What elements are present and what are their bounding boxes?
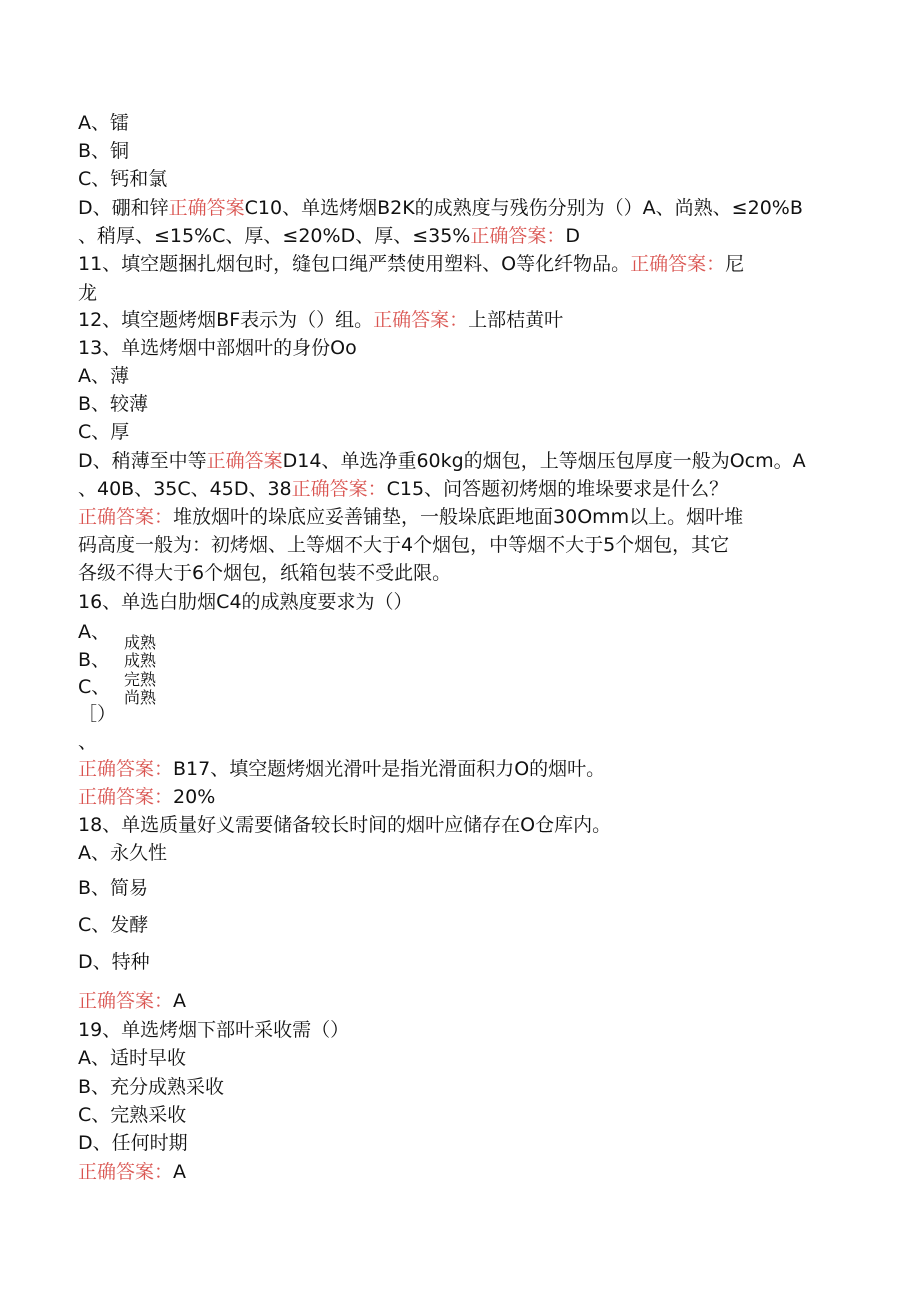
q10-option-c: C、钙和氯 xyxy=(78,168,168,190)
answer-label: 正确答案： xyxy=(470,225,566,247)
answer-label: 正确答案： xyxy=(78,1161,174,1183)
q18-option-a: A、永久性 xyxy=(78,842,167,864)
question-text: C10、单选烤烟B2K的成熟度与残伤分别为（）A、尚熟、≤20%B xyxy=(244,197,803,219)
question-text: B17、填空题烤烟光滑叶是指光滑面积力O的烟叶。 xyxy=(173,758,606,780)
answer-label: 正确答案： xyxy=(78,990,174,1012)
q16-option-a: A、 xyxy=(78,621,110,643)
q10-option-a: A、镭 xyxy=(78,112,129,134)
q18-answer-line xyxy=(78,989,186,1013)
answer-value: 上部桔黄叶 xyxy=(468,309,564,331)
question-text: C15、问答题初烤烟的堆垛要求是什么？ xyxy=(386,478,729,500)
answer-value: A xyxy=(173,1161,187,1183)
answer-label: 正确答案： xyxy=(78,506,174,528)
q13-question: 13、单选烤烟中部烟叶的身份Oo xyxy=(78,337,357,359)
option-text: 、稍厚、≤15%C、厚、≤20%D、厚、≤35% xyxy=(78,225,471,247)
option-text: D、硼和锌 xyxy=(78,197,169,219)
answer-label: 正确答案： xyxy=(78,786,174,808)
q15-answer-cont-1: 码高度一般为：初烤烟、上等烟不大于4个烟包，中等烟不大于5个烟包，其它 xyxy=(78,534,730,556)
question-text: D14、单选净重60kg的烟包，上等烟压包厚度一般为Ocm。A xyxy=(282,450,806,472)
answer-label: 正确答案： xyxy=(291,478,387,500)
q16-sub-3: 完熟 xyxy=(124,670,157,689)
q16-question: 16、单选白肋烟C4的成熟度要求为（） xyxy=(78,591,413,613)
q16-sub-4: 尚熟 xyxy=(124,688,157,707)
q16-option-c: C、 xyxy=(78,676,111,698)
q15-answer-line xyxy=(78,505,743,529)
q18-question: 18、单选质量好义需要储备较长时间的烟叶应储存在O仓库内。 xyxy=(78,814,612,836)
q18-option-b: B、简易 xyxy=(78,877,149,899)
answer-value: 尼 xyxy=(725,253,745,275)
q18-option-c: C、发酵 xyxy=(78,914,149,936)
answer-label: 正确答案 xyxy=(206,450,283,472)
answer-label: 正确答案： xyxy=(78,758,174,780)
q13-option-b: B、较薄 xyxy=(78,393,149,415)
q10-options-line xyxy=(78,224,580,248)
answer-value: D xyxy=(565,225,581,247)
q12-line xyxy=(78,308,563,332)
q15-answer-cont-2: 各级不得大于6个烟包，纸箱包装不受此限。 xyxy=(78,562,452,584)
option-text: 、40B、35C、45D、38 xyxy=(78,478,292,500)
q16-sub-1: 成熟 xyxy=(124,633,157,652)
answer-label: 正确答案 xyxy=(168,197,245,219)
q16-option-b: B、 xyxy=(78,649,111,671)
q13-option-c: C、厚 xyxy=(78,421,130,443)
answer-label: 正确答案： xyxy=(373,309,469,331)
q19-option-c: C、完熟采收 xyxy=(78,1104,187,1126)
answer-value: 20% xyxy=(173,786,216,808)
q16-trailing-mark: 、 xyxy=(78,731,98,753)
answer-label: 正确答案： xyxy=(630,253,726,275)
q14-options-line xyxy=(78,477,728,501)
q10-option-d-line xyxy=(78,196,803,220)
q16-option-d: ［） xyxy=(78,703,117,725)
q19-option-d: D、任何时期 xyxy=(78,1132,188,1154)
q19-answer-line xyxy=(78,1160,186,1184)
answer-value: 堆放烟叶的垛底应妥善铺垫，一般垛底距地面30Omm以上。烟叶堆 xyxy=(173,506,744,528)
q19-option-a: A、适时早收 xyxy=(78,1047,186,1069)
question-text: 12、填空题烤烟BF表示为（）组。 xyxy=(78,309,374,331)
answer-value: A xyxy=(173,990,187,1012)
q16-sub-2: 成熟 xyxy=(124,651,157,670)
q10-option-b: B、铜 xyxy=(78,140,130,162)
q11-line xyxy=(78,252,744,276)
q16-answer-line xyxy=(78,757,605,781)
question-text: 11、填空题捆扎烟包时，缝包口绳严禁使用塑料、O等化纤物品。 xyxy=(78,253,631,275)
q19-option-b: B、充分成熟采收 xyxy=(78,1076,225,1098)
q19-question: 19、单选烤烟下部叶采收需（） xyxy=(78,1019,350,1041)
q17-answer-line xyxy=(78,785,215,809)
q11-answer-cont: 龙 xyxy=(78,282,98,304)
q13-option-d-line xyxy=(78,449,806,473)
q13-option-a: A、薄 xyxy=(78,365,129,387)
q18-option-d: D、特种 xyxy=(78,951,150,973)
option-text: D、稍薄至中等 xyxy=(78,450,207,472)
